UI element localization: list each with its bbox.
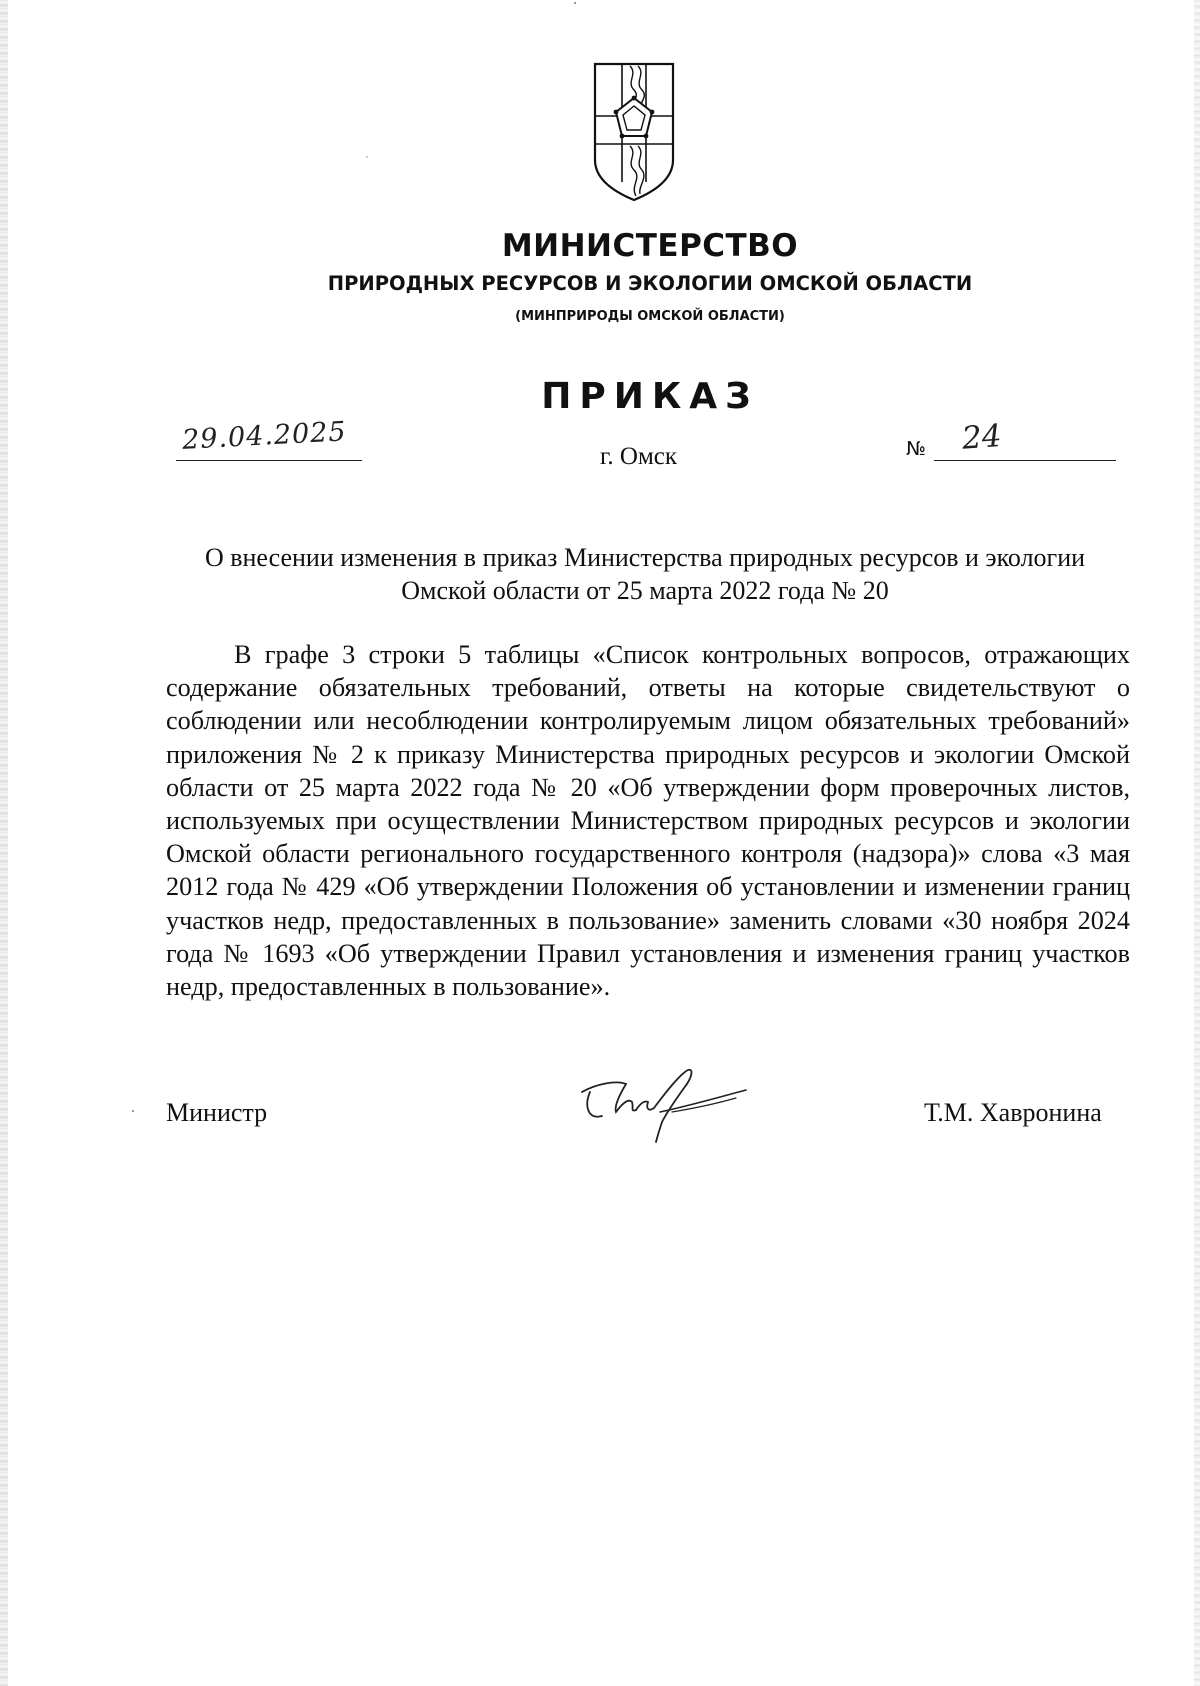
scan-speck: [366, 156, 368, 158]
scan-speck: [132, 1110, 134, 1112]
scan-speck: [574, 2, 576, 4]
document-number: 24: [960, 418, 1003, 457]
document-city: г. Омск: [600, 443, 678, 470]
signer-name: Т.М. Хавронина: [924, 1098, 1102, 1127]
omsk-region-coat-of-arms-icon: [592, 62, 676, 202]
document-subject: О внесении изменения в приказ Министерства природных ресурсов и экологии Омской области от 25 марта 2022 года № 20: [204, 543, 1086, 605]
number-label: №: [906, 438, 926, 460]
handwritten-signature-icon: [576, 1062, 752, 1146]
signer-role: Министр: [166, 1098, 268, 1127]
organization-subtitle: ПРИРОДНЫХ РЕСУРСОВ И ЭКОЛОГИИ ОМСКОЙ ОБЛАСТИ: [327, 272, 973, 295]
organization-short-name: (МИНПРИРОДЫ ОМСКОЙ ОБЛАСТИ): [515, 309, 785, 324]
number-underline: [934, 460, 1116, 461]
date-underline: [176, 460, 362, 461]
document-body: В графе 3 строки 5 таблицы «Список контрольных вопросов, отражающих содержание обязательных требований, ответы на которые свидетельствуют о соблюдении или несоблюдении контролируемым лицом обязательных требований» приложения № 2 к приказу Министерства природных ресурсов и экологии Омской области от 25 марта 2022 года № 20 «Об утверждении форм проверочных листов, используемых при осуществлении Министерством природных ресурсов и экологии Омской области регионального государственного контроля (надзора)» слова «3 мая 2012 года № 429 «Об утверждении Положения об установлении и изменении границ участков недр, предоставленных в пользование» заменить словами «30 ноября 2024 года № 1693 «Об утверждении Правил установления и изменения границ участков недр, предоставленных в пользование».: [166, 640, 1130, 1002]
document-type: ПРИКАЗ: [541, 376, 759, 417]
document-date: 29.04.2025: [181, 416, 348, 456]
organization-title: МИНИСТЕРСТВО: [501, 228, 799, 264]
